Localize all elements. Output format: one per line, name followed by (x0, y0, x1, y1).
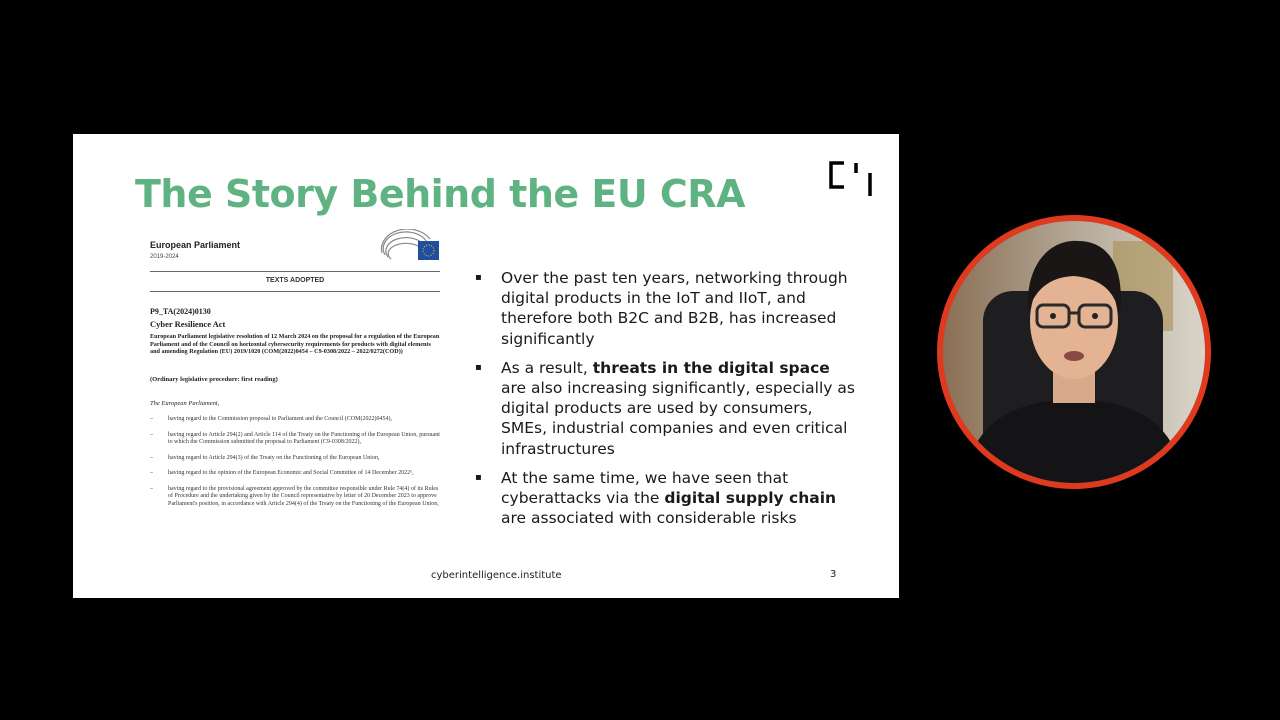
bullet-item (475, 468, 855, 529)
bullet-text-bold: digital supply chain (664, 489, 837, 508)
slide-title: The Story Behind the EU CRA (135, 172, 745, 216)
doc-resolution: European Parliament legislative resolution of 12 March 2024 on the proposal for a regulation of the European Parliament and of the Council on horizontal cybersecurity requirements for products with digital elements and amending Regulation (EU) 2019/1020 (COM(2022)0454 – C9-0308/2022 – 2022/0272(COD)) (150, 333, 440, 355)
list-item: – having regard to the Commission proposal to Parliament and the Council (COM(2022)0454), (150, 416, 440, 424)
list-item: – having regard to the opinion of the European Economic and Social Committee of 14 December 2022¹, (150, 470, 440, 478)
bullet-text: Over the past ten years, networking through digital products in the IoT and IIoT, and therefore both B2C and B2B, has increased significantly (501, 269, 848, 348)
bullet-text-pre: As a result, (501, 358, 593, 377)
doc-parliament: The European Parliament, (150, 400, 220, 407)
doc-regards-list (150, 416, 440, 516)
square-bullet-icon: ▪ (475, 361, 482, 373)
list-item: – having regard to Article 294(2) and Article 114 of the Treaty on the Functioning of the European Union, pursuant to which the Commission submitted the proposal to Parliament (C9-0308/2022), (150, 432, 440, 447)
doc-texts-adopted: TEXTS ADOPTED (265, 277, 325, 284)
ci-logo-icon (828, 159, 874, 197)
presenter-avatar-icon (943, 221, 1205, 483)
square-bullet-icon: ▪ (475, 272, 482, 283)
doc-procedure: (Ordinary legislative procedure: first reading) (150, 376, 278, 383)
bullet-item (475, 358, 855, 459)
bullet-item (475, 268, 855, 349)
bullet-text-bold: threats in the digital space (592, 358, 830, 377)
doc-reference: P9_TA(2024)0130 (150, 307, 211, 316)
doc-divider (150, 291, 440, 292)
bullet-text-post: are associated with considerable risks (501, 509, 797, 528)
bullet-text-post: are also increasing significantly, especially as digital products are used by consumers, SMEs, industrial companies and even critical infrastructures (501, 379, 855, 458)
parliament-document-excerpt (150, 229, 440, 559)
slide-footer: cyberintelligence.institute (431, 570, 562, 581)
doc-act-title: Cyber Resilience Act (150, 319, 226, 329)
doc-organization: European Parliament (150, 240, 241, 250)
svg-text:CI: CI (828, 159, 829, 160)
square-bullet-icon: ▪ (475, 471, 482, 483)
list-item: – having regard to Article 294(3) of the Treaty on the Functioning of the European Union, (150, 455, 440, 463)
doc-divider (150, 271, 440, 272)
bullet-list (475, 268, 855, 537)
eu-parliament-emblem-icon (380, 229, 440, 261)
doc-term: 2019-2024 (150, 254, 179, 260)
list-item: – having regard to the provisional agreement approved by the committee responsible under Rule 74(4) of its Rules of Procedure and the undertaking given by the Council representative by letter of 20 December 2023 to approve Parliament's position, in accordance with Article 294(4) of the Treaty on the Functioning of the European Union, (150, 486, 440, 509)
presentation-slide (73, 134, 899, 598)
presenter-video (937, 215, 1211, 489)
slide-page-number: 3 (830, 569, 837, 580)
bullet-text-pre: At the same time, we have seen that cyberattacks via the (501, 468, 789, 508)
